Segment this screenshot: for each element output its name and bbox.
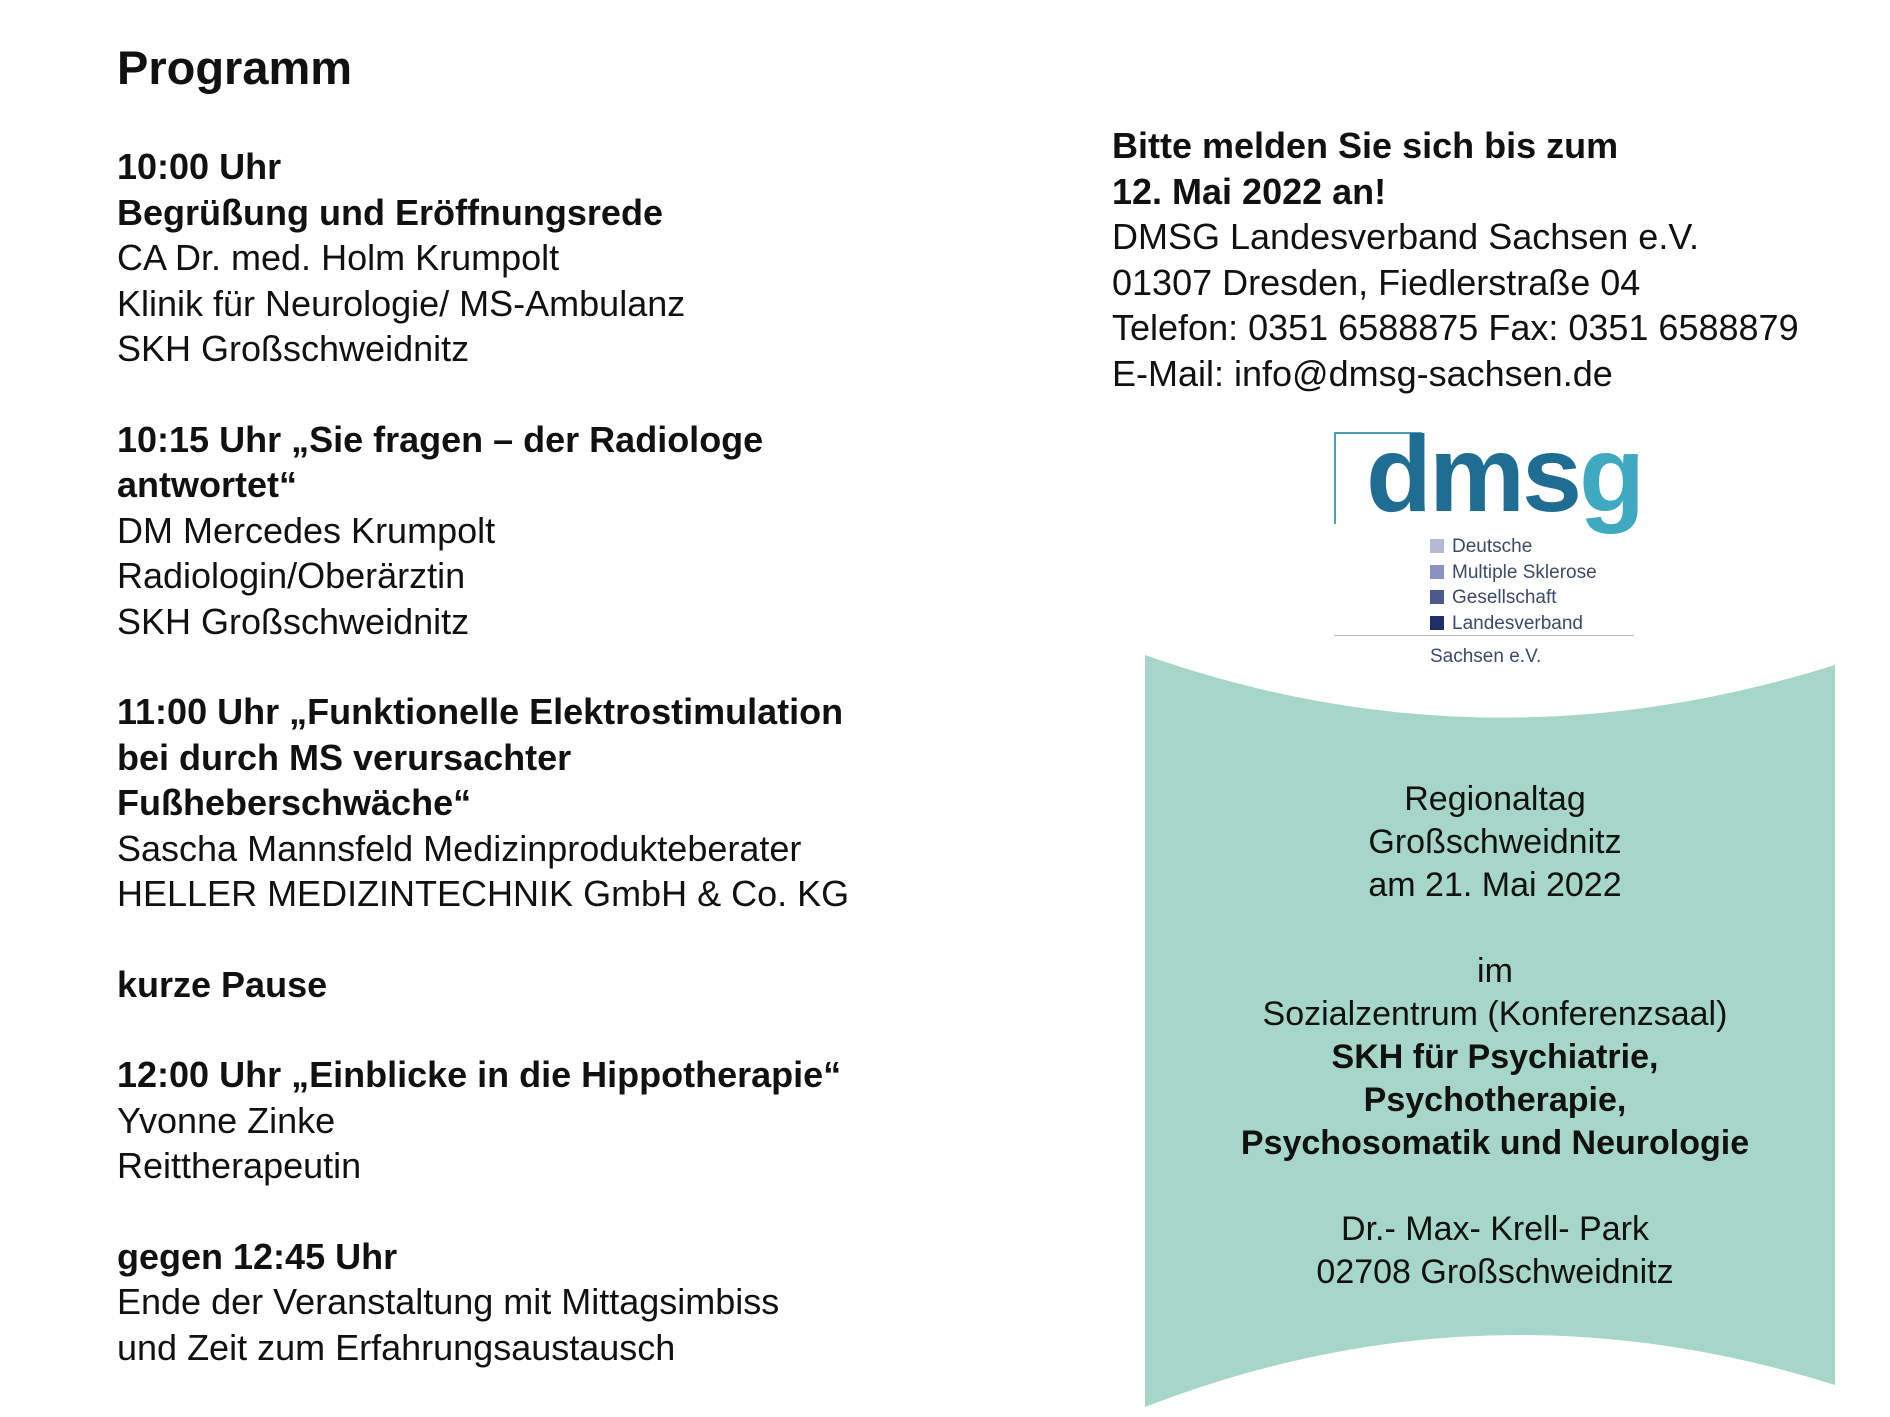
registration-heading: Bitte melden Sie sich bis zum (1112, 125, 1619, 166)
program-list (117, 144, 947, 1370)
program-item (117, 144, 947, 372)
program-item-heading: 10:15 Uhr „Sie fragen – der Radiologe (117, 418, 764, 460)
program-column (117, 38, 947, 1415)
logo-line (1430, 585, 1597, 611)
program-item-detail: Klinik für Neurologie/ MS-Ambulanz (117, 282, 686, 324)
program-item-heading: Fußheberschwäche“ (117, 782, 472, 823)
program-item-detail: CA Dr. med. Holm Krumpolt (117, 237, 560, 278)
program-item-detail: Yvonne Zinke (117, 1099, 336, 1141)
spacer (1155, 1165, 1835, 1208)
program-item-detail: DM Mercedes Krumpolt (117, 509, 496, 551)
logo-line-text: Multiple Sklerose (1452, 561, 1597, 583)
logo-wordmark-main: dms (1366, 413, 1580, 534)
square-bullet-icon (1430, 616, 1444, 630)
logo-line-text: Deutsche (1452, 536, 1533, 557)
page-title: Programm (117, 41, 353, 94)
program-item (117, 962, 947, 1008)
logo-text-list (1430, 534, 1597, 636)
logo-line (1430, 611, 1597, 637)
program-item-heading: Begrüßung und Eröffnungsrede (117, 191, 663, 233)
program-item-heading: kurze Pause (117, 963, 328, 1005)
program-item-heading: 10:00 Uhr (117, 146, 282, 187)
program-item-heading: 11:00 Uhr „Funktionelle Elektrostimulation (117, 691, 844, 732)
event-venue-prefix: im (1477, 952, 1513, 990)
program-item (117, 689, 947, 917)
program-item-detail: und Zeit zum Erfahrungsaustausch (117, 1326, 676, 1368)
event-location: Großschweidnitz (1368, 823, 1622, 861)
email-address: E-Mail: info@dmsg-sachsen.de (1112, 352, 1613, 394)
logo-divider (1334, 635, 1634, 636)
square-bullet-icon (1430, 565, 1444, 579)
event-venue-name-3: Psychosomatik und Neurologie (1240, 1124, 1750, 1162)
program-item (117, 417, 947, 645)
logo-wordmark-end: g (1579, 413, 1643, 534)
program-item-heading: bei durch MS verursachter (117, 736, 572, 778)
logo-line-text: Landesverband (1452, 612, 1583, 634)
organization-name: DMSG Landesverband Sachsen e.V. (1112, 216, 1700, 257)
event-venue-name-2: Psychotherapie, (1363, 1081, 1627, 1119)
program-item-detail: SKH Großschweidnitz (117, 600, 470, 642)
program-item-detail: HELLER MEDIZINTECHNIK GmbH & Co. KG (117, 873, 850, 914)
program-item-heading: 12:00 Uhr „Einblicke in die Hippotherapie“ (117, 1054, 842, 1095)
square-bullet-icon (1430, 590, 1444, 604)
square-bullet-icon (1430, 539, 1444, 553)
logo-line (1430, 534, 1597, 560)
dmsg-logo (1334, 413, 1644, 676)
program-item-heading: gegen 12:45 Uhr (117, 1235, 398, 1277)
logo-line (1430, 560, 1597, 586)
program-item (117, 1052, 947, 1189)
program-item-detail: Radiologin/Oberärztin (117, 555, 466, 596)
program-item-detail: Sascha Mannsfeld Medizinprodukteberater (117, 827, 802, 869)
logo-wordmark (1366, 414, 1642, 534)
event-city: 02708 Großschweidnitz (1316, 1253, 1674, 1291)
registration-block (1112, 123, 1872, 396)
event-title: Regionaltag (1404, 780, 1586, 818)
event-venue-name-1: SKH für Psychiatrie, (1331, 1038, 1659, 1076)
phone-fax: Telefon: 0351 6588875 Fax: 0351 6588879 (1112, 307, 1799, 348)
organization-address: 01307 Dresden, Fiedlerstraße 04 (1112, 261, 1641, 303)
event-info (1155, 778, 1835, 1294)
spacer (1155, 907, 1835, 950)
event-street: Dr.- Max- Krell- Park (1341, 1210, 1649, 1248)
program-item (117, 1234, 947, 1371)
logo-line-text: Gesellschaft (1452, 587, 1557, 608)
program-item-detail: SKH Großschweidnitz (117, 328, 470, 369)
event-date: am 21. Mai 2022 (1368, 866, 1622, 904)
program-item-detail: Ende der Veranstaltung mit Mittagsimbiss (117, 1281, 780, 1322)
registration-deadline: 12. Mai 2022 an! (1112, 170, 1387, 212)
program-item-detail: Reittherapeutin (117, 1145, 362, 1186)
event-venue-room: Sozialzentrum (Konferenzsaal) (1262, 995, 1728, 1033)
logo-footer: Sachsen e.V. (1430, 646, 1542, 667)
program-item-heading: antwortet“ (117, 464, 297, 505)
